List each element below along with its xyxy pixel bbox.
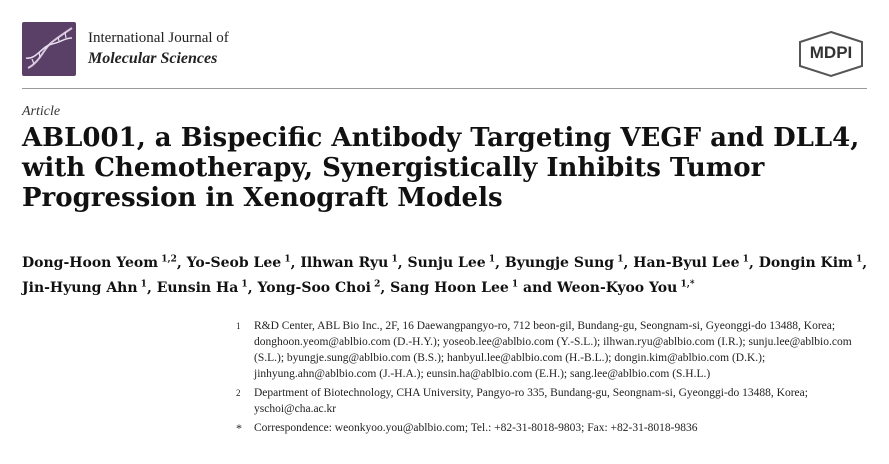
author [300, 255, 402, 271]
author-name: Sunju Lee [407, 254, 486, 271]
author [257, 280, 385, 296]
author-affiliation-marker: 1 [388, 254, 398, 264]
author-separator: , [176, 254, 182, 271]
affiliation-marker: 2 [236, 388, 241, 398]
author-name: Byungje Sung [504, 254, 615, 271]
author-affiliation-marker: 1 [852, 254, 863, 264]
journal-name-line1: International Journal of [88, 30, 229, 46]
author-list [22, 248, 882, 299]
author-separator: , [397, 254, 403, 271]
author-affiliation-marker: 1 [485, 254, 496, 264]
author-affiliation-marker: 1,2 [158, 254, 177, 264]
author-name: Yo-Seob Lee [186, 254, 282, 271]
author [557, 280, 695, 296]
affiliation [236, 420, 876, 436]
author [759, 255, 867, 271]
journal-name-line2: Molecular Sciences [88, 49, 218, 67]
author-separator: , [290, 254, 296, 271]
author-separator: , [862, 254, 868, 271]
affiliation-text: Department of Biotechnology, CHA University, Pangyo-ro 335, Bundang-gu, Seongnam-si, Gyeonggi-do 13488, Korea; yschoi@cha.ac.kr [254, 387, 808, 415]
author-affiliation-marker: 1 [137, 279, 147, 290]
author-name: Jin-Hyung Ahn [22, 280, 138, 297]
author-name: Eunsin Ha [156, 280, 239, 297]
author-separator: , [247, 280, 253, 297]
author-name: Dong-Hoon Yeom [22, 254, 159, 271]
publisher-label: MDPI [809, 43, 853, 62]
author-separator: , [748, 254, 754, 271]
author [390, 280, 552, 296]
affiliation-list [236, 318, 876, 439]
author-affiliation-marker: 1 [238, 279, 248, 290]
author-name: Dongin Kim [758, 254, 853, 271]
author-affiliation-marker: 1,* [677, 279, 695, 290]
author-separator: , [495, 254, 500, 271]
author-name: Ilhwan Ryu [300, 254, 389, 271]
author-separator: , [623, 254, 629, 271]
affiliation-marker: * [236, 421, 242, 435]
affiliation [236, 318, 876, 382]
author [157, 280, 253, 296]
journal-name [88, 29, 229, 69]
author [187, 255, 296, 271]
author [22, 255, 182, 271]
author-affiliation-marker: 1 [614, 254, 624, 264]
author-name: Sang Hoon Lee [390, 280, 509, 297]
journal-logo [22, 22, 76, 76]
affiliation-marker: 1 [236, 321, 241, 331]
dna-helix-icon [22, 22, 76, 76]
author-affiliation-marker: 1 [739, 254, 749, 264]
author-separator: , [146, 280, 152, 297]
author-affiliation-marker: 1 [281, 254, 291, 264]
author-name: Weon-Kyoo You [556, 280, 678, 297]
author-separator: and [518, 280, 553, 297]
author-name: Han-Byul Lee [633, 254, 740, 271]
affiliation-text: Correspondence: weonkyoo.you@ablbio.com; Tel.: +82-31-8018-9803; Fax: +82-31-8018-9836 [254, 422, 698, 434]
author [22, 280, 152, 296]
article-type: Article [22, 104, 61, 119]
author-affiliation-marker: 2 [370, 279, 381, 290]
author [505, 255, 629, 271]
author-affiliation-marker: 1 [508, 279, 519, 290]
publisher-logo [796, 30, 866, 78]
author [407, 255, 500, 271]
affiliation [236, 385, 876, 417]
author-separator: , [380, 280, 386, 297]
article-title: ABL001, a Bispecific Antibody Targeting VEGF and DLL4, with Chemotherapy, Synergistically Inhibits Tumor Progression in Xenograft Models [22, 123, 860, 213]
author-name: Yong-Soo Choi [257, 280, 371, 297]
header-divider [22, 88, 867, 89]
affiliation-text: R&D Center, ABL Bio Inc., 2F, 16 Daewangpangyo-ro, 712 beon-gil, Bundang-gu, Seongnam-si, Gyeonggi-do 13488, Korea; donghoon.yeom@ablbio.com (D.-H.Y.); yoseob.lee@ablbio.com (Y.-S.L.); ilhwan.ryu@ablbio.com (I.R.); sunju.lee@ablbio.com (S.L.); byungje.sung@ablbio.com (B.S.); hanbyul.lee@ablbio.com (H.-B.L.); dongin.kim@ablbio.com (D.K.); jinhyung.ahn@ablbio.com (J.-H.A.); eunsin.ha@ablbio.com (E.H.); sang.lee@ablbio.com (S.H.L.) [254, 320, 852, 380]
author [633, 255, 754, 271]
